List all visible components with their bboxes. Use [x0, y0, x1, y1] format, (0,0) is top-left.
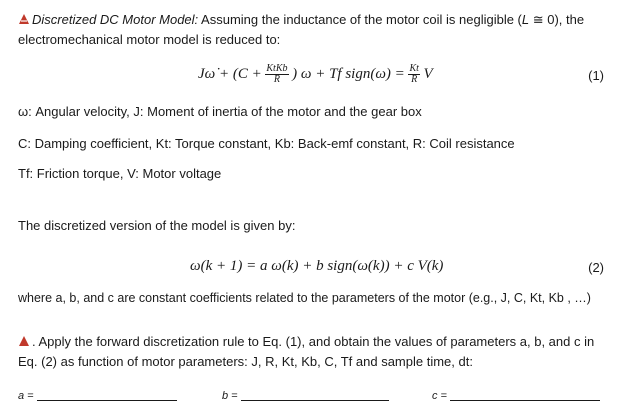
eq1-lhs: Jω̇ + (C + [198, 65, 262, 82]
question-marker-icon [18, 335, 30, 347]
definition-line-2: C: Damping coefficient, Kt: Torque constant, Kb: Back-emf constant, R: Coil resistance [18, 136, 515, 151]
answer-a[interactable] [18, 388, 177, 404]
inductance-symbol: L [521, 12, 530, 27]
eq1-mid: ) ω + Tf sign(ω) = [292, 65, 405, 82]
answer-b-label: b = [222, 390, 238, 402]
intro-heading: Discretized DC Motor Model: [32, 12, 199, 27]
eq1-rhs: V [423, 65, 433, 82]
eq1-fraction [265, 64, 288, 85]
equation-1-number: (1) [588, 68, 604, 83]
answer-a-label: a = [18, 390, 34, 402]
question-text-1: . Apply the forward discretization rule to Eq. (1), and obtain the values of parameters a, b, and c in [32, 334, 595, 349]
definition-line-1: ω: Angular velocity, J: Moment of inertia of the motor and the gear box [18, 104, 422, 119]
intro-line-1 [18, 12, 584, 28]
eq1-frac2-numerator: Kt [409, 63, 419, 74]
eq1-frac-denominator: R [273, 74, 280, 85]
answer-a-blank[interactable] [37, 400, 177, 401]
answer-b[interactable] [222, 388, 389, 404]
discrete-intro: The discretized version of the model is given by: [18, 218, 296, 233]
answer-c[interactable] [432, 388, 600, 404]
intro-approx: ≅ 0), the [529, 12, 585, 27]
equation-2: ω(k + 1) = a ω(k) + b sign(ω(k)) + c V(k) [190, 258, 444, 274]
question-line-2: Eq. (2) as function of motor parameters: J, R, Kt, Kb, C, Tf and sample time, dt: [18, 354, 473, 369]
equation-2-number: (2) [588, 260, 604, 275]
definition-line-3: Tf: Friction torque, V: Motor voltage [18, 166, 222, 181]
discrete-note: where a, b, and c are constant coefficients related to the parameters of the motor (e.g., J, C, Kt, Kb , …) [18, 291, 591, 305]
equation-1 [198, 64, 433, 85]
answer-c-blank[interactable] [450, 400, 600, 401]
bullet-marker-icon [18, 13, 30, 25]
eq1-fraction-2 [408, 64, 419, 85]
eq1-frac2-denominator: R [411, 74, 418, 85]
question-line-1 [18, 334, 594, 350]
answer-c-label: c = [432, 390, 447, 402]
eq1-frac-numerator: KtKb [266, 63, 288, 74]
answer-b-blank[interactable] [241, 400, 389, 401]
intro-text-1: Assuming the inductance of the motor coil is negligible ( [198, 12, 522, 27]
intro-line-2: electromechanical motor model is reduced to: [18, 32, 281, 47]
